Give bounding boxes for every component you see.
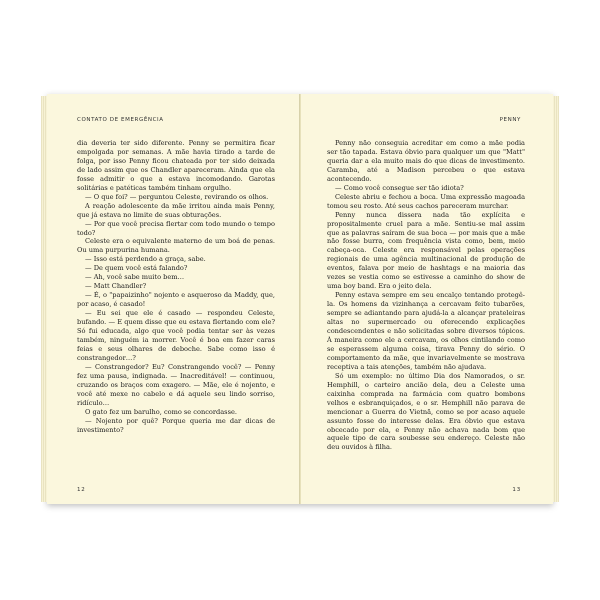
right-page-text (327, 139, 525, 452)
paragraph: Penny não conseguia acreditar em como a mãe podia ser tão tapada. Estava óbvio para qualquer um que "Matt" queria dar a ela muito mais do que dicas de investimento. Caramba, até a Madison percebeu o que estava acontecendo. (327, 139, 525, 183)
open-book (47, 94, 553, 504)
paragraph: — Eu sei que ele é casado — respondeu Celeste, bufando. — E quem disse que eu estava flertando com ele? Só fui educada, algo que você podia tentar ser às vezes também, ninguém ia morrer. Você é boa em fazer caras feias e seus olhares de deboche. Sabe como isso é constrangedor…? (77, 309, 275, 362)
paragraph: — De quem você está falando? (85, 264, 188, 273)
paragraph: Só um exemplo: no último Dia dos Namorados, o sr. Hemphill, o carteiro ancião dela, deu a Celeste uma caixinha comprada na farmácia com quatro bombons velhos e esbranquiçados, e o sr. Hemphill não parava de mencionar a Guerra do Vietnã, como se por acaso aquele assunto fosse do interesse delas. Era óbvio que estava obcecado por ela, e Penny não achava nada bom que aquele tipo de cara soubesse seu endereço. Celeste não deu ouvidos à filha. (327, 371, 525, 452)
paragraph: O gato fez um barulho, como se concordasse. (85, 407, 237, 416)
paragraph: — Isso está perdendo a graça, sabe. (85, 255, 206, 264)
paragraph: — Por que você precisa flertar com todo mundo o tempo todo? (77, 219, 275, 237)
paragraph: dia deveria ter sido diferente. Penny se permitira ficar empolgada por semanas. A mãe havia tirado a tarde de folga, por isso Penny ficou chateada por ter sido deixada de lado assim que os Chandler apareceram. Ainda que ela fosse admitir o que a estava incomodando. Garotas solitárias e patéticas também tinham orgulho. (77, 139, 275, 192)
running-head-left: CONTATO DE EMERGÊNCIA (77, 117, 164, 123)
paragraph: — É, o "papaizinho" nojento e asqueroso da Maddy, que, por acaso, é casado! (77, 291, 275, 309)
page-number-left: 12 (77, 487, 86, 493)
page-edges-right (553, 96, 559, 502)
paragraph: — Matt Chandler? (85, 282, 147, 291)
left-page (47, 94, 299, 504)
paragraph: — Constrangedor? Eu? Constrangendo você? — Penny fez uma pausa, indignada. — Inacreditável! — continuou, cruzando os braços com exagero. — Mãe, ele é nojento, e você até mexe no cabelo e dá aquele seu lindo sorriso, ridículo… (77, 362, 275, 407)
paragraph: Penny nunca dissera nada tão explícita e propositalmente cruel para a mãe. Sentiu-se mal assim que as palavras saíram de sua boca — por mais que a mãe não fosse burra, com frequência vista como, bem, meio cabeça-oca. Celeste era responsável pelas operações regionais de uma agência multinacional de produção de eventos, falava por meio de hashtags e na maioria das vezes se vestia como se estivesse a caminho do show de uma boy band. Era o jeito dela. (327, 210, 525, 291)
paragraph: — Como você consegue ser tão idiota? (335, 183, 464, 192)
right-page (301, 94, 553, 504)
paragraph: — O que foi? — perguntou Celeste, revirando os olhos. (85, 192, 269, 201)
paragraph: A reação adolescente da mãe irritou ainda mais Penny, que já estava no limite de suas obturações. (77, 201, 275, 219)
running-head-right: PENNY (499, 117, 521, 123)
paragraph: Penny estava sempre em seu encalço tentando protegê-la. Os homens da vizinhança a cercavam feito tubarões, sempre se adiantando para ajudá-la a alcançar prateleiras altas no supermercado ou oferecendo explicações condescendentes e não solicitadas sobre diversos tópicos. À maneira como ele a cercavam, os olhos cintilando como se esperassem alguma coisa, tirava Penny do sério. O comportamento da mãe, que invariavelmente se mostrava receptiva a tais atenções, também não ajudava. (327, 291, 525, 371)
paragraph: Celeste abriu e fechou a boca. Uma expressão magoada tomou seu rosto. Até seus cachos pareceram murchar. (327, 192, 525, 210)
paragraph: — Ah, você sabe muito bem… (85, 273, 185, 282)
page-number-right: 13 (512, 487, 521, 493)
paragraph: Celeste era o equivalente materno de um boá de penas. Ou uma purpurina humana. (77, 237, 275, 255)
left-page-text (77, 139, 275, 434)
paragraph: — Nojento por quê? Porque queria me dar dicas de investimento? (77, 416, 275, 434)
